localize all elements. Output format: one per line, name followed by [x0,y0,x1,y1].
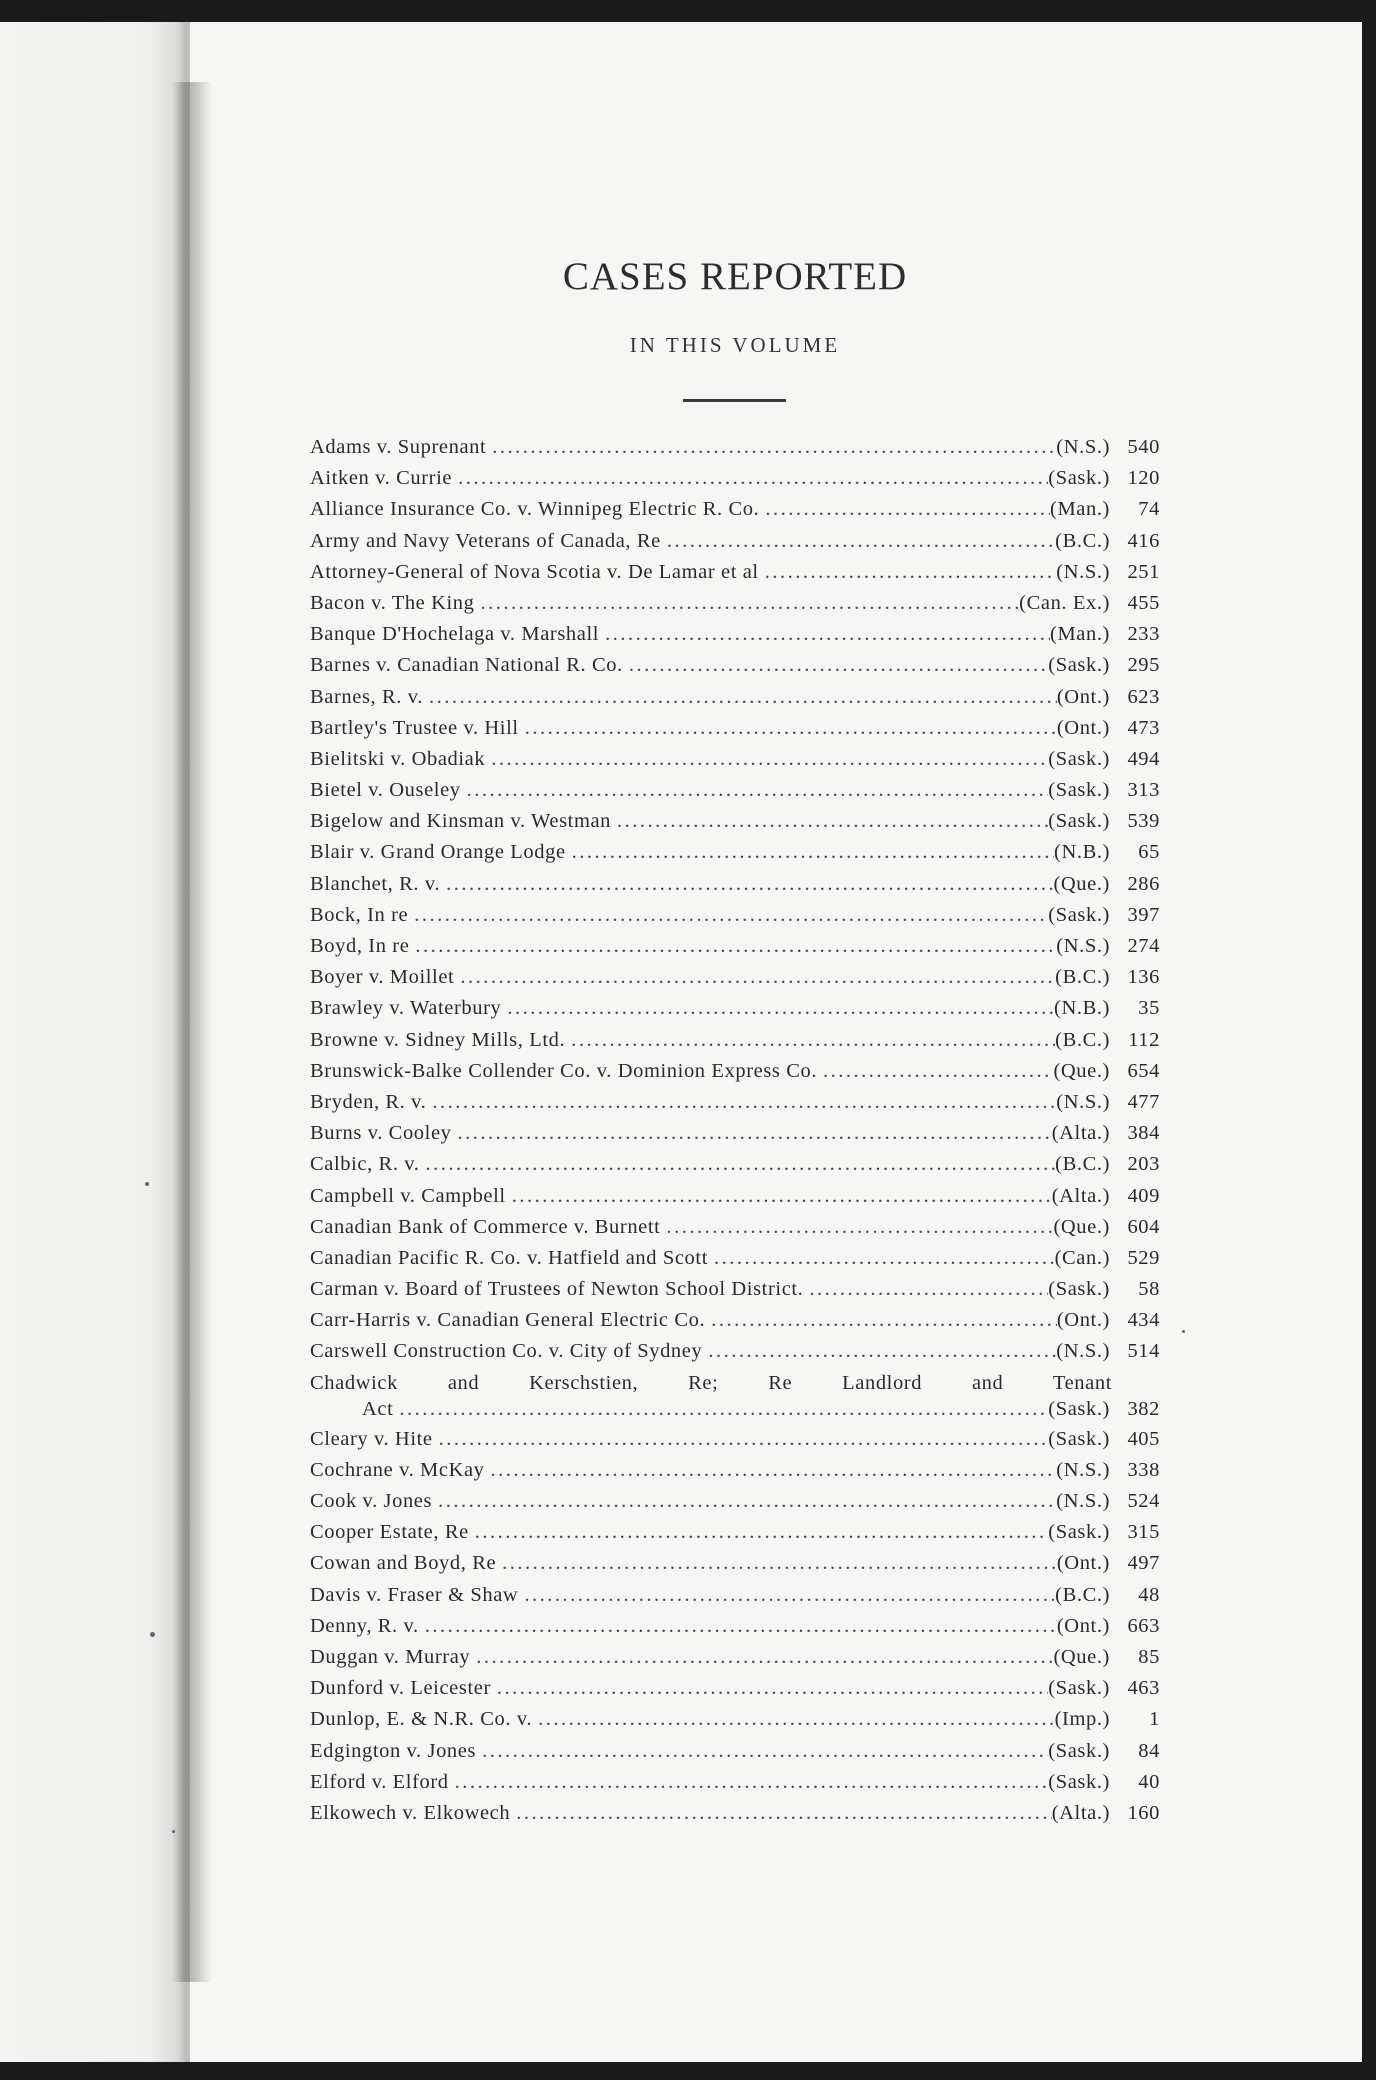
leader-dots [605,623,1050,646]
leader-dots [572,841,1054,864]
court-abbreviation: (B.C.) [1055,1153,1110,1176]
page-number: 540 [1127,436,1160,458]
case-name: Cooper Estate, Re [310,1521,469,1544]
leader-dots [429,686,1057,709]
case-name: Bielitski v. Obadiak [310,747,486,770]
case-entry [310,1615,1160,1646]
case-entry [310,1490,1160,1521]
leader-dots [666,1216,1053,1239]
page-number: 1 [1149,1708,1160,1731]
case-entry [310,1521,1160,1552]
page-number: 74 [1138,498,1160,521]
case-name: Chadwick and Kerschstien, Re; Re Landlord and Tenant [310,1371,1112,1394]
page-number: 65 [1138,841,1160,864]
case-name: Canadian Pacific R. Co. v. Hatfield and Scott [310,1246,709,1269]
case-name: Blair v. Grand Orange Lodge [310,841,566,864]
case-name: Burns v. Cooley [310,1122,452,1145]
court-abbreviation: (N.S.) [1056,935,1110,957]
court-abbreviation: (Sask.) [1048,1677,1110,1700]
case-entry [310,1216,1160,1247]
case-entry [310,654,1160,685]
page-title: CASES REPORTED [562,255,908,298]
court-abbreviation: (N.S.) [1056,1458,1110,1481]
page-number: 338 [1127,1458,1160,1481]
case-name: Adams v. Suprenant [310,436,487,458]
court-abbreviation: (Ont.) [1056,685,1110,708]
leader-dots [426,1153,1056,1176]
page-number: 382 [1127,1397,1160,1420]
case-entry [310,1372,1160,1428]
court-abbreviation: (Sask.) [1048,1770,1110,1793]
court-abbreviation: (Can. Ex.) [1019,591,1110,614]
page-number: 120 [1127,467,1160,490]
court-abbreviation: (Que.) [1053,1645,1110,1668]
page-number: 654 [1127,1059,1160,1082]
case-name: Duggan v. Murray [310,1645,471,1668]
leader-dots [475,1521,1048,1544]
case-entry [310,1740,1160,1771]
case-entry [310,966,1160,997]
case-name: Bacon v. The King [310,591,475,614]
case-entry [310,1459,1160,1490]
page-number: 623 [1127,685,1160,708]
page-gutter [0,22,190,2062]
court-abbreviation: (Ont.) [1056,1614,1110,1637]
case-name: Bigelow and Kinsman v. Westman [310,810,612,833]
court-abbreviation: (N.S.) [1056,1090,1110,1113]
court-abbreviation: (Que.) [1053,1059,1110,1082]
leader-dots [399,1398,1048,1421]
page-number: 136 [1127,966,1160,989]
case-name: Cook v. Jones [310,1490,433,1512]
court-abbreviation: (Man.) [1050,623,1110,646]
case-entry [310,1552,1160,1583]
case-entry-continuation [310,1398,1160,1421]
case-name: Boyd, In re [310,935,410,957]
leader-dots [507,997,1054,1020]
case-entry [310,623,1160,654]
court-abbreviation: (Imp.) [1054,1708,1110,1731]
page-subtitle: IN THIS VOLUME [629,333,841,357]
case-entry [310,997,1160,1028]
court-abbreviation: (Sask.) [1048,1427,1110,1450]
court-abbreviation: (Man.) [1050,498,1110,521]
court-abbreviation: (Sask.) [1048,467,1110,490]
case-name: Cowan and Boyd, Re [310,1552,497,1575]
case-entry [310,1340,1160,1371]
case-name: Blanchet, R. v. [310,872,441,895]
case-name: Bartley's Trustee v. Hill [310,716,519,739]
page-number: 85 [1138,1645,1160,1668]
case-name: Bietel v. Ouseley [310,779,461,802]
case-entry [310,1802,1160,1833]
page-number: 524 [1127,1490,1160,1512]
page-number: 416 [1127,529,1160,552]
court-abbreviation: (Ont.) [1056,716,1110,739]
leader-dots [667,530,1055,553]
case-entry [310,467,1160,498]
case-entry [310,1122,1160,1153]
page-number: 48 [1138,1583,1160,1606]
leader-dots [524,1584,1055,1607]
case-entry [310,561,1160,592]
page-number: 539 [1127,810,1160,833]
page-number: 286 [1127,872,1160,895]
case-entry [310,1278,1160,1309]
court-abbreviation: (Alta.) [1051,1122,1110,1145]
leader-dots [502,1552,1057,1575]
case-entry [310,686,1160,717]
court-abbreviation: (B.C.) [1055,529,1110,552]
page-number: 434 [1127,1309,1160,1332]
case-name: Bock, In re [310,903,409,926]
leader-dots [425,1615,1057,1638]
leader-dots [809,1278,1048,1301]
page-number: 203 [1127,1153,1160,1176]
page-number: 409 [1127,1184,1160,1207]
leader-dots [516,1802,1051,1825]
case-name: Attorney-General of Nova Scotia v. De Lamar et al [310,560,759,583]
leader-dots [476,1646,1053,1669]
case-entry [310,436,1160,467]
case-name: Canadian Bank of Commerce v. Burnett [310,1215,661,1238]
leader-dots [458,1122,1052,1145]
leader-dots [765,561,1057,584]
page-number: 315 [1127,1521,1160,1544]
case-entry [310,1309,1160,1340]
case-entry [310,1708,1160,1739]
leader-dots [492,436,1056,459]
page-number: 494 [1127,747,1160,770]
court-abbreviation: (Alta.) [1051,1801,1110,1824]
page-number: 473 [1127,716,1160,739]
page-number: 604 [1127,1215,1160,1238]
page-number: 384 [1127,1122,1160,1145]
court-abbreviation: (Sask.) [1048,1739,1110,1762]
court-abbreviation: (Sask.) [1048,1521,1110,1544]
leader-dots [414,904,1048,927]
court-abbreviation: (N.B.) [1054,841,1110,864]
case-entry [310,1029,1160,1060]
leader-dots [460,966,1055,989]
case-name: Carswell Construction Co. v. City of Sydney [310,1340,703,1363]
leader-dots [439,1428,1049,1451]
court-abbreviation: (N.S.) [1056,1490,1110,1512]
case-name: Alliance Insurance Co. v. Winnipeg Electric R. Co. [310,498,760,521]
court-abbreviation: (Sask.) [1048,903,1110,926]
page-number: 274 [1127,935,1160,957]
page-number: 84 [1138,1739,1160,1762]
case-entry [310,1771,1160,1802]
court-abbreviation: (Sask.) [1048,654,1110,677]
page-number: 397 [1127,903,1160,926]
leader-dots [823,1060,1053,1083]
court-abbreviation: (Sask.) [1048,810,1110,833]
page-number: 251 [1127,560,1160,583]
court-abbreviation: (Sask.) [1048,1397,1110,1420]
leader-dots [415,935,1056,958]
leader-dots [491,1459,1057,1482]
case-name: Banque D'Hochelaga v. Marshall [310,623,600,646]
case-name: Cleary v. Hite [310,1427,433,1450]
case-list [310,436,1160,1833]
leader-dots [765,498,1050,521]
case-entry [310,1646,1160,1677]
case-entry [310,592,1160,623]
court-abbreviation: (Sask.) [1048,779,1110,802]
court-abbreviation: (Que.) [1053,872,1110,895]
leader-dots [617,810,1048,833]
court-abbreviation: (Que.) [1053,1215,1110,1238]
page-number: 58 [1138,1278,1160,1301]
case-name: Barnes v. Canadian National R. Co. [310,654,623,677]
case-entry [310,1584,1160,1615]
case-entry [310,779,1160,810]
leader-dots [438,1490,1056,1513]
page-number: 663 [1127,1614,1160,1637]
case-name: Davis v. Fraser & Shaw [310,1583,519,1606]
court-abbreviation: (Sask.) [1048,747,1110,770]
case-name-continued: Act [362,1397,394,1420]
case-name: Elkowech v. Elkowech [310,1801,511,1824]
case-entry [310,717,1160,748]
court-abbreviation: (B.C.) [1055,966,1110,989]
page-number: 405 [1127,1427,1160,1450]
leader-dots [446,873,1053,896]
case-name: Edgington v. Jones [310,1739,477,1762]
leader-dots [455,1771,1049,1794]
page-number: 463 [1127,1677,1160,1700]
case-entry [310,810,1160,841]
court-abbreviation: (Ont.) [1056,1552,1110,1575]
case-name: Browne v. Sidney Mills, Ltd. [310,1028,566,1051]
leader-dots [482,1740,1048,1763]
title-rule [683,399,786,402]
court-abbreviation: (Sask.) [1048,1278,1110,1301]
page-number: 313 [1127,779,1160,802]
case-entry [310,1060,1160,1091]
case-entry [310,841,1160,872]
case-name: Brawley v. Waterbury [310,997,502,1020]
case-name: Army and Navy Veterans of Canada, Re [310,529,661,552]
case-entry [310,530,1160,561]
case-name: Elford v. Elford [310,1770,449,1793]
leader-dots [467,779,1049,802]
court-abbreviation: (B.C.) [1055,1583,1110,1606]
case-entry [310,1091,1160,1122]
court-abbreviation: (N.S.) [1056,1340,1110,1363]
case-name: Dunford v. Leicester [310,1677,491,1700]
case-entry [310,748,1160,779]
case-name: Calbic, R. v. [310,1153,420,1176]
leader-dots [432,1091,1056,1114]
case-name: Campbell v. Campbell [310,1184,506,1207]
case-name: Aitken v. Currie [310,467,453,490]
court-abbreviation: (Ont.) [1056,1309,1110,1332]
case-entry [310,904,1160,935]
court-abbreviation: (B.C.) [1055,1028,1110,1051]
case-name: Denny, R. v. [310,1614,419,1637]
leader-dots [491,748,1048,771]
leader-dots [571,1029,1055,1052]
case-entry [310,498,1160,529]
page-number: 112 [1128,1028,1160,1051]
court-abbreviation: (N.S.) [1056,436,1110,458]
binding-shadow [172,82,212,1982]
leader-dots [525,717,1057,740]
case-name: Carr-Harris v. Canadian General Electric Co. [310,1309,706,1332]
leader-dots [714,1247,1055,1270]
case-entry [310,873,1160,904]
court-abbreviation: (N.S.) [1056,560,1110,583]
document-page [0,22,1362,2062]
leader-dots [629,654,1048,677]
case-name: Brunswick-Balke Collender Co. v. Dominion Express Co. [310,1059,818,1082]
case-name: Bryden, R. v. [310,1090,427,1113]
page-number: 233 [1127,623,1160,646]
page-number: 514 [1127,1340,1160,1363]
case-entry [310,1428,1160,1459]
leader-dots [481,592,1020,615]
page-number: 35 [1138,997,1160,1020]
page-number: 497 [1127,1552,1160,1575]
page-number: 295 [1127,654,1160,677]
leader-dots [538,1708,1055,1731]
page-number: 477 [1127,1090,1160,1113]
court-abbreviation: (N.B.) [1054,997,1110,1020]
page-number: 40 [1138,1770,1160,1793]
leader-dots [512,1185,1052,1208]
case-name: Boyer v. Moillet [310,966,455,989]
case-entry [310,1153,1160,1184]
leader-dots [708,1340,1056,1363]
case-entry [310,1677,1160,1708]
court-abbreviation: (Alta.) [1051,1184,1110,1207]
case-name: Cochrane v. McKay [310,1458,485,1481]
page-number: 455 [1127,591,1160,614]
case-name: Carman v. Board of Trustees of Newton School District. [310,1278,804,1301]
case-entry [310,1185,1160,1216]
case-entry [310,935,1160,966]
case-entry [310,1247,1160,1278]
leader-dots [711,1309,1057,1332]
case-name: Dunlop, E. & N.R. Co. v. [310,1708,533,1731]
leader-dots [497,1677,1048,1700]
page-number: 529 [1127,1246,1160,1269]
page-number: 160 [1127,1801,1160,1824]
leader-dots [458,467,1048,490]
case-name: Barnes, R. v. [310,685,423,708]
court-abbreviation: (Can.) [1054,1246,1110,1269]
